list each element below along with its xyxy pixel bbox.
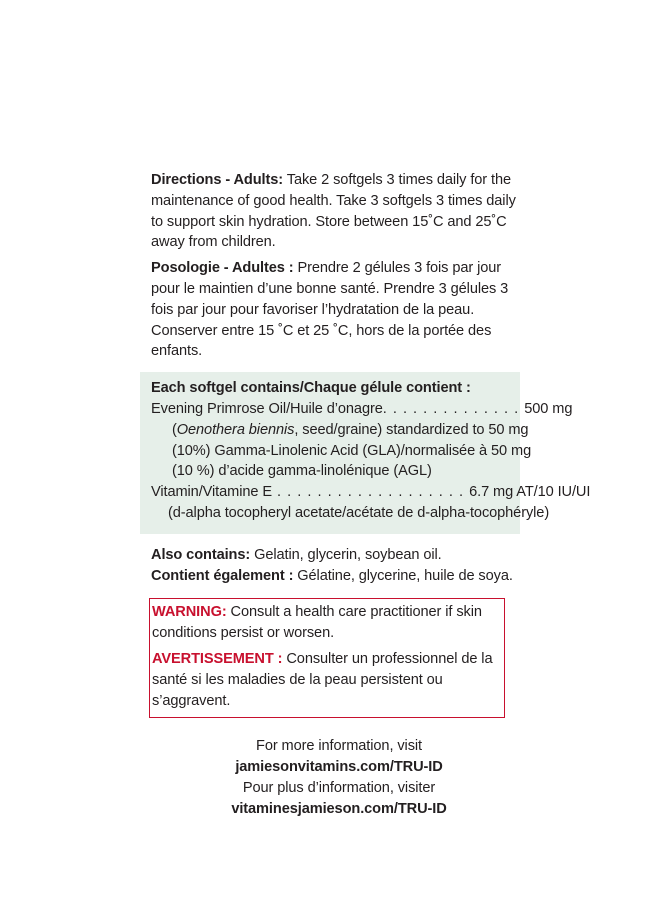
ingredients-heading: Each softgel contains/Chaque gélule contient : (151, 380, 471, 397)
ingredient-primrose (151, 399, 573, 420)
directions-fr-text: Prendre 2 gélules 3 fois par jour pour le maintien d’une bonne santé. Prendre 3 gélules 3 fois par jour pour favoriser l’hydratation de la peau. Conserver entre 15 ˚C et 25 ˚C, hors de la portée des enfants. (151, 260, 509, 360)
warning-box (149, 598, 505, 718)
directions-en-label: Directions - Adults: (151, 172, 284, 188)
more-info-fr-link[interactable]: vitaminesjamieson.com/TRU-ID (231, 800, 447, 817)
directions-section (140, 170, 520, 362)
ingredient-gla-en: (10%) Gamma-Linolenic Acid (GLA)/normalisée à 50 mg (172, 442, 532, 459)
ingredient-primrose-name: Evening Primrose Oil/Huile d’onagre (151, 400, 383, 417)
ingredient-vitamin-name: Vitamin/Vitamine E (151, 484, 272, 501)
directions-en (151, 170, 520, 253)
warning-en-label: WARNING: (152, 604, 227, 621)
ingredient-vitamin-form: (d-alpha tocopheryl acetate/acétate de d-alpha-tocophéryle) (168, 504, 550, 521)
warning-fr (152, 649, 504, 711)
warning-fr-text: Consulter un professionnel de la santé si les maladies de la peau persistent ou s’aggravent. (152, 650, 493, 709)
latin-name: Oenothera biennis (176, 421, 295, 438)
ingredient-vitamin (151, 482, 591, 503)
also-contains-fr-label: Contient également : (151, 567, 294, 584)
ingredients-panel (140, 372, 591, 534)
ingredient-vitamin-amount: 6.7 mg AT/10 IU/UI (469, 484, 591, 501)
more-info-fr-text: Pour plus d’information, visiter (242, 779, 436, 796)
latin-rest: , seed/graine) standardized to 50 mg (294, 421, 529, 438)
also-contains-en (151, 545, 520, 566)
also-contains-en-label: Also contains: (151, 546, 251, 563)
more-info-en (158, 736, 520, 778)
ingredient-primrose-source: (Oenothera biennis, seed/graine) standardized to 50 mg (172, 421, 529, 438)
ingredient-primrose-amount: 500 mg (524, 400, 573, 417)
ingredient-gla-fr: (10 %) d’acide gamma-linolénique (AGL) (172, 463, 432, 480)
dot-leader: . . . . . . . . . . . . . . . . . . . (271, 484, 470, 501)
warning-en-text: Consult a health care practitioner if skin conditions persist or worsen. (152, 604, 482, 642)
also-contains-section (140, 545, 520, 587)
dot-leader: . . . . . . . . . . . . . . (382, 400, 525, 417)
more-info-en-link[interactable]: jamiesonvitamins.com/TRU-ID (235, 759, 443, 776)
product-label (140, 170, 591, 820)
directions-fr-label: Posologie - Adultes : (151, 260, 294, 277)
also-contains-fr (151, 566, 520, 587)
directions-en-text: Take 2 softgels 3 times daily for the maintenance of good health. Take 3 softgels 3 times daily to support skin hydration. Store between 15˚C and 25˚C away from children. (151, 172, 516, 251)
warning-en (152, 602, 504, 644)
more-info-section (140, 736, 520, 819)
also-contains-en-text: Gelatin, glycerin, soybean oil. (250, 546, 442, 563)
directions-fr (151, 258, 520, 362)
more-info-en-text: For more information, visit (256, 738, 422, 755)
also-contains-fr-text: Gélatine, glycerine, huile de soya. (293, 567, 513, 584)
warning-fr-label: AVERTISSEMENT : (152, 650, 283, 667)
